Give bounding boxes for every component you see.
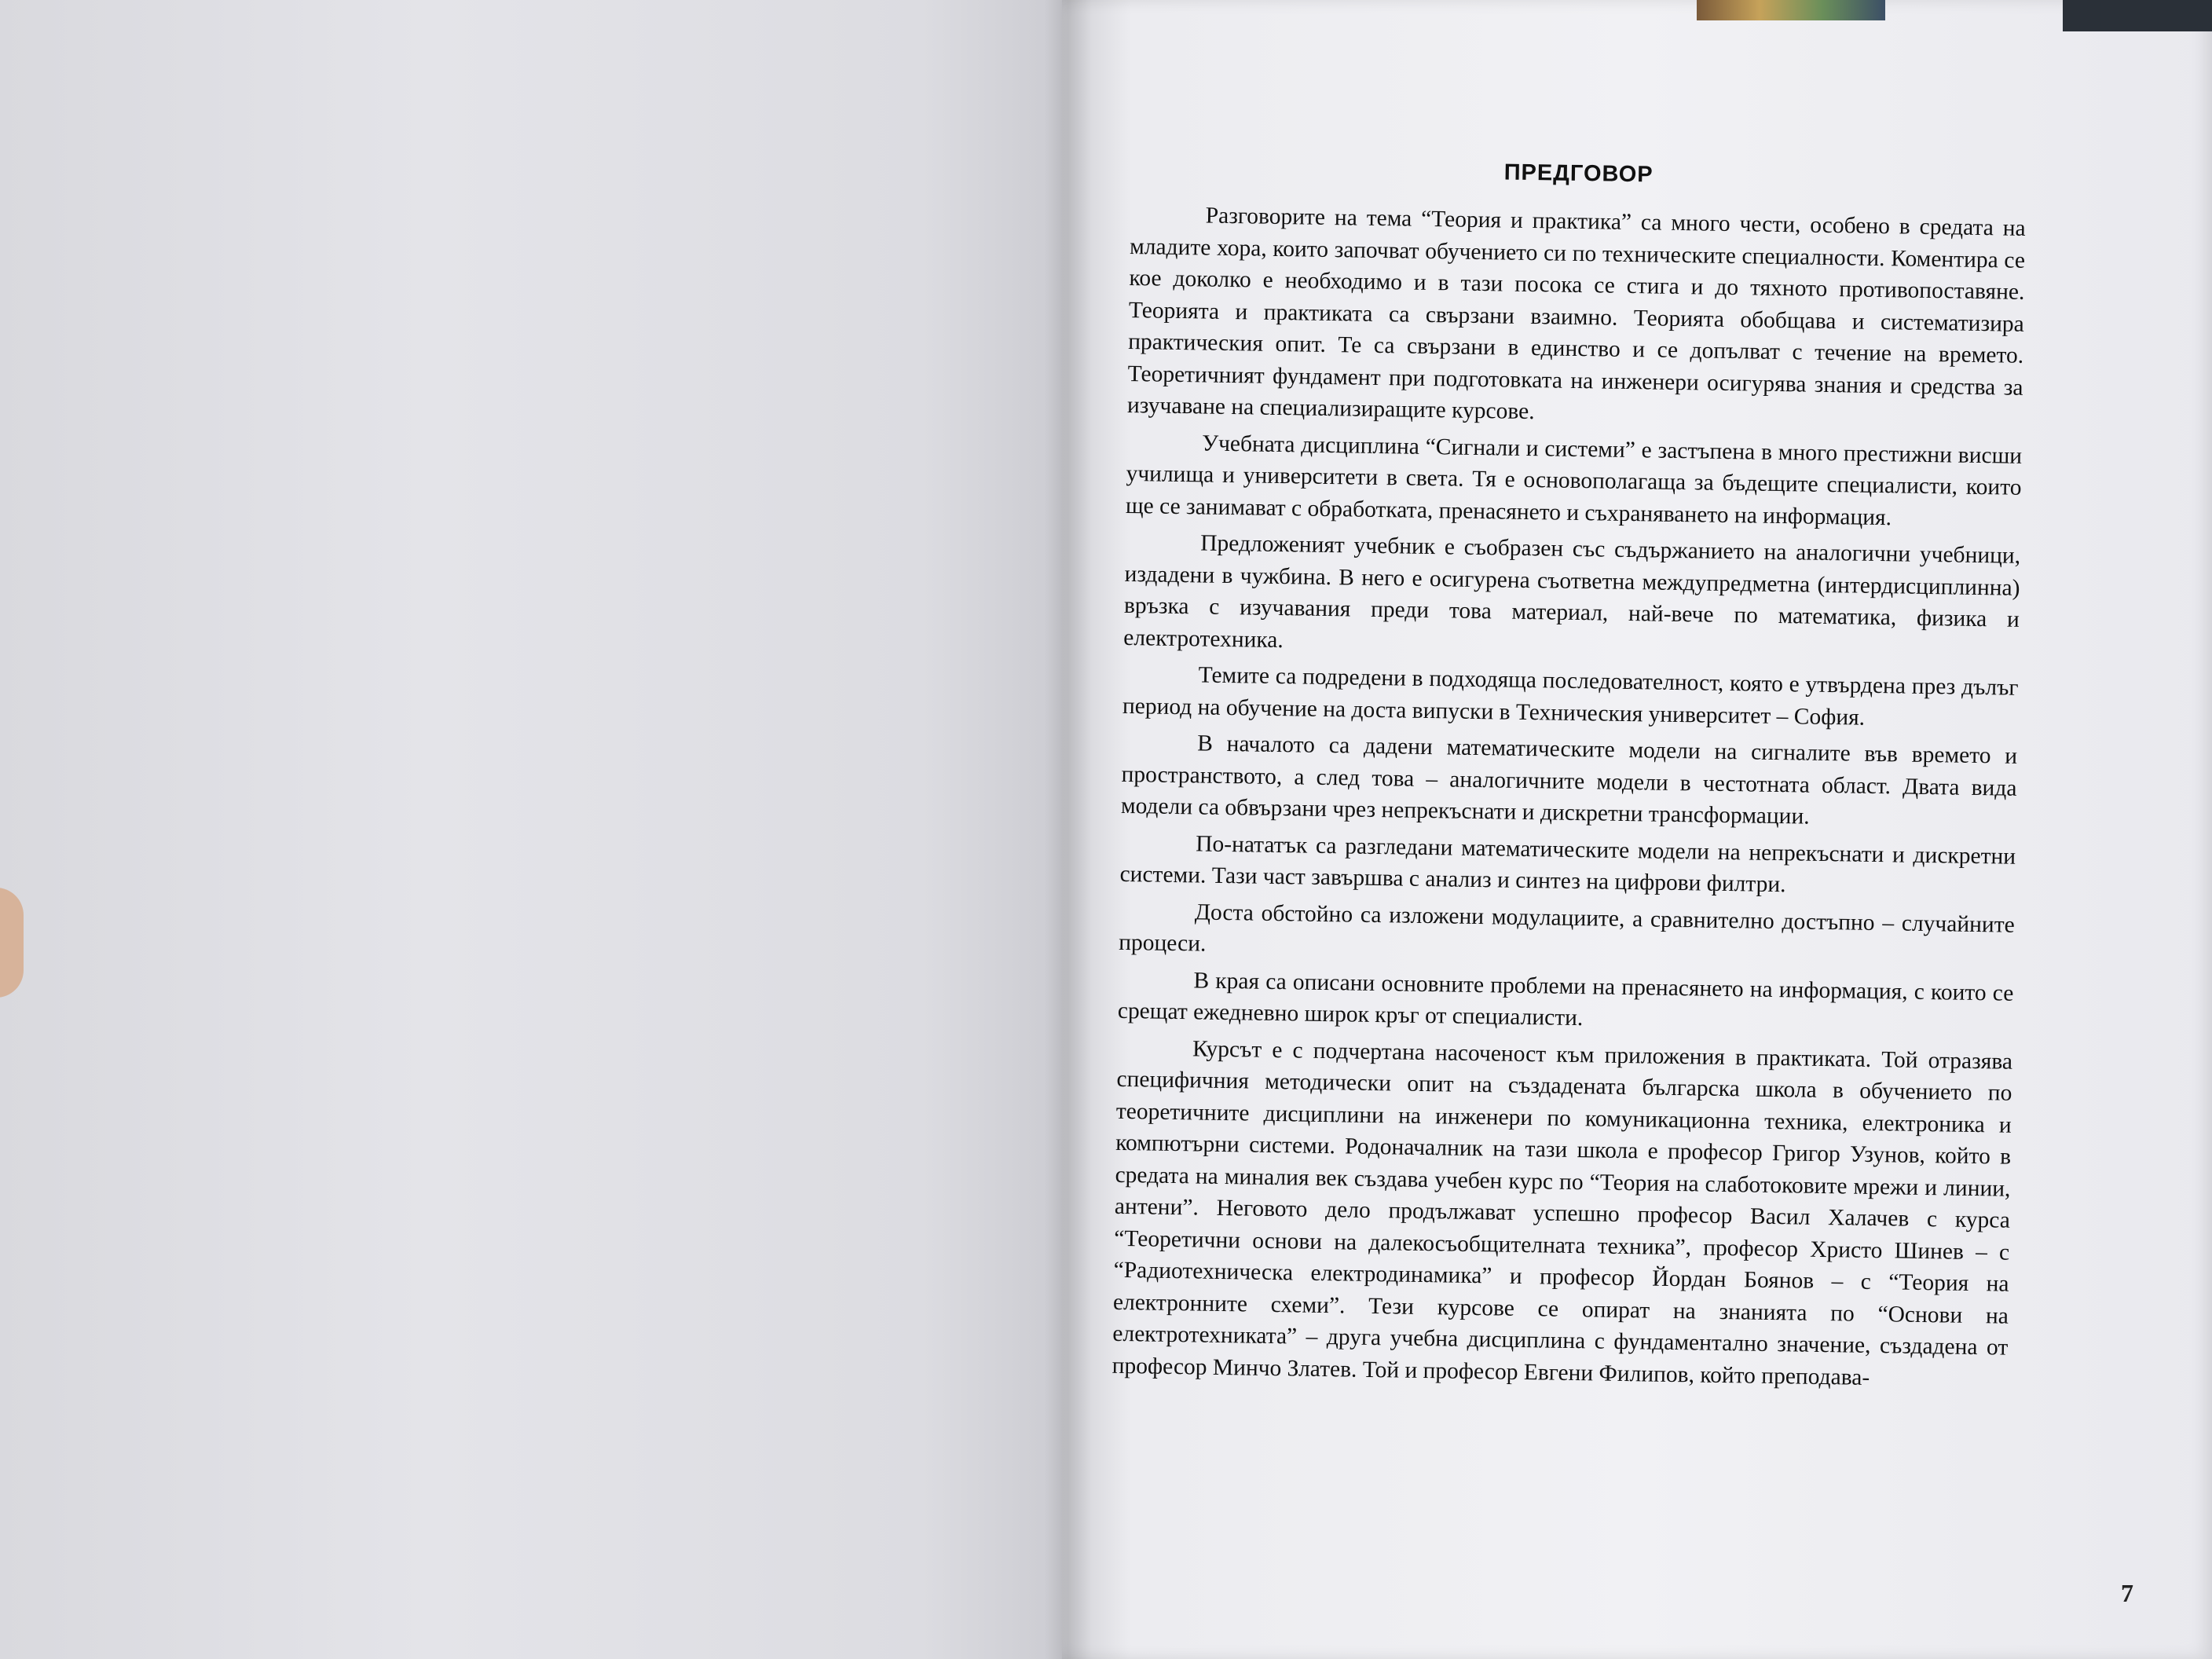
paragraph-8: В края са описани основните проблеми на пренасянето на информация, с които се срещат ежедневно широк кръг от специалисти. [1117,967,2014,1031]
paragraph-1: Разговорите на тема “Теория и практика” са много чести, особено в средата на младите хора, които започват обучението си по техническите специалности. Коментира се кое доколко е необходимо и в тази посока се стига и до тяхното противопоставяне. Теорията и практиката са свързани взаимно. Теорията обобщава и систематизира практическия опит. Те са свързани в единство и се допълват с течение на времето. Теоретичният фундамент при подготовката на инженери осигурява знания и средства за изучаване на специализиращите курсове. [1126,203,2026,425]
paragraph-7: Доста обстойно са изложени модулациите, а сравнително достъпно – случайните процеси. [1118,899,2015,957]
page-number: 7 [2121,1579,2133,1607]
left-page [0,0,1084,1659]
background-corner [2063,0,2212,31]
background-book-cover [1697,0,1885,20]
paragraph-2: Учебната дисциплина “Сигнали и системи” е застъпена в много престижни висши училища и университети в света. Тя е основополагаща за бъдещите специалисти, които ще се занимават с обработката, пренасянето и съхраняването на информация. [1125,430,2023,530]
paragraph-3: Предложеният учебник е съобразен със съдържанието на аналогични учебници, издадени в чужбина. В него е осигурена съответна междупредметна (интердисциплинна) връзка с изучавания преди това материал, най-вече по математика, физика и електротехника. [1123,530,2021,653]
paragraph-6: По-нататък са разгледани математическите модели на непрекъснати и дискретни системи. Тази част завършва с анализ и синтез на цифрови филтри. [1119,830,2016,898]
finger-holding-page [0,888,24,998]
preface-content [1111,154,2027,1401]
paragraph-9: Курсът е с подчертана насоченост към приложения в практиката. Той отразява специфичния методически опит на създадената българска школа в обучението по теоретичните дисциплини на инженери по комуникационна техника, електроника и компютърни системи. Родоначалник на тази школа е професор Григор Узунов, който в средата на миналия век създава учебен курс по “Теория на слаботоковите мрежи и линии, антени”. Неговото дело продължават успешно професор Васил Халачев с курса “Теоретични основи на далекосъобщителната техника”, професор Христо Шинев – с “Радиотехническа електродинамика” и професор Йордан Боянов – с “Теория на електронните схеми”. Тези курсове се опират на знанията по “Основи на електротехниката” – друга учебна дисциплина с фундаментално значение, създадена от професор Минчо Златев. Той и професор Евгени Филипов, който преподава- [1111,1035,2013,1390]
book-gutter [1045,0,1092,1659]
paragraph-5: В началото са дадени математическите модели на сигналите във времето и пространството, а след това – аналогичните модели в честотната област. Двата вида модели са обвързани чрез непрекъснати и дискретни трансформации. [1120,731,2018,830]
paragraph-4: Темите са подредени в подходяща последователност, която е утвърдена през дълъг период на обучение на доста випуски в Техническия университет – София. [1122,662,2019,731]
page-title: ПРЕДГОВОР [1503,159,1654,188]
